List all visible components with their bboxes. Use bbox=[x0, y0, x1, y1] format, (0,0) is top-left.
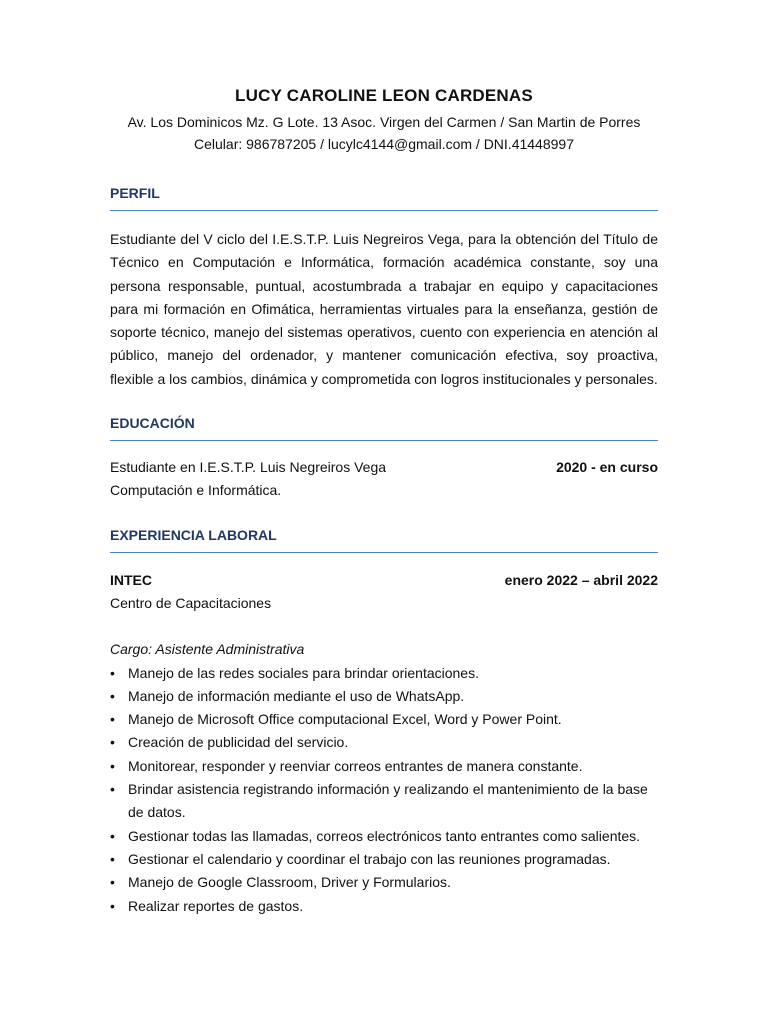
section-title-educacion: EDUCACIÓN bbox=[110, 415, 195, 432]
resume-header bbox=[110, 0, 658, 155]
section-divider bbox=[110, 552, 658, 553]
duty-text: Manejo de información mediante el uso de WhatsApp. bbox=[128, 687, 465, 704]
job-row bbox=[110, 569, 658, 592]
duty-text: Monitorear, responder y reenviar correos entrantes de manera constante. bbox=[128, 757, 583, 774]
list-item bbox=[110, 895, 658, 918]
education-institution: Estudiante en I.E.S.T.P. Luis Negreiros Vega bbox=[110, 459, 387, 476]
list-item bbox=[110, 778, 658, 825]
list-item bbox=[110, 685, 658, 708]
list-item bbox=[110, 871, 658, 894]
list-item bbox=[110, 662, 658, 685]
bullet-icon: • bbox=[110, 687, 115, 704]
list-item bbox=[110, 708, 658, 731]
list-item bbox=[110, 825, 658, 848]
job-company-type: Centro de Capacitaciones bbox=[110, 594, 272, 611]
job-role: Cargo: Asistente Administrativa bbox=[110, 641, 305, 658]
section-divider bbox=[110, 440, 658, 441]
section-experiencia bbox=[110, 526, 658, 918]
perfil-text: Estudiante del V ciclo del I.E.S.T.P. Luis Negreiros Vega, para la obtención del Título de Técnico en Computación e Informática, formación académica constante, soy una persona responsable, puntual, acostumbrada a trabajar en equipo y capacitaciones para mi formación en Ofimática, herramientas virtuales para la enseñanza, gestión de soporte técnico, manejo del sistemas operativos, cuento con experiencia en atención al público, manejo del ordenador, y mantener comunicación efectiva, soy proactiva, flexible a los cambios, dinámica y comprometida con logros institucionales y personales. bbox=[110, 231, 658, 387]
duty-text: Creación de publicidad del servicio. bbox=[128, 734, 349, 751]
duty-text: Brindar asistencia registrando información y realizando el mantenimiento de la base de datos. bbox=[128, 781, 648, 821]
job-duties-list bbox=[110, 662, 658, 918]
education-row bbox=[110, 456, 658, 479]
bullet-icon: • bbox=[110, 897, 115, 914]
bullet-icon: • bbox=[110, 711, 115, 728]
education-period: 2020 - en curso bbox=[556, 459, 658, 476]
list-item bbox=[110, 848, 658, 871]
duty-text: Gestionar todas las llamadas, correos electrónicos tanto entrantes como salientes. bbox=[128, 827, 641, 844]
list-item bbox=[110, 755, 658, 778]
bullet-icon: • bbox=[110, 757, 115, 774]
list-item bbox=[110, 731, 658, 754]
section-title-experiencia: EXPERIENCIA LABORAL bbox=[110, 526, 277, 543]
candidate-address: Av. Los Dominicos Mz. G Lote. 13 Asoc. Virgen del Carmen / San Martin de Porres bbox=[127, 114, 641, 130]
bullet-icon: • bbox=[110, 781, 115, 798]
job-period: enero 2022 – abril 2022 bbox=[504, 571, 658, 588]
job-company: INTEC bbox=[110, 571, 152, 588]
bullet-icon: • bbox=[110, 850, 115, 867]
section-educacion bbox=[110, 414, 658, 503]
section-perfil bbox=[110, 184, 658, 391]
duty-text: Manejo de Microsoft Office computacional Excel, Word y Power Point. bbox=[128, 711, 562, 728]
education-career: Computación e Informática. bbox=[110, 482, 282, 499]
candidate-contact: Celular: 986787205 / lucylc4144@gmail.com / DNI.41448997 bbox=[194, 136, 574, 152]
bullet-icon: • bbox=[110, 874, 115, 891]
bullet-icon: • bbox=[110, 827, 115, 844]
duty-text: Realizar reportes de gastos. bbox=[128, 897, 304, 914]
duty-text: Manejo de las redes sociales para brindar orientaciones. bbox=[128, 664, 479, 681]
duty-text: Gestionar el calendario y coordinar el trabajo con las reuniones programadas. bbox=[128, 850, 611, 867]
section-title-perfil: PERFIL bbox=[110, 185, 160, 201]
duty-text: Manejo de Google Classroom, Driver y Formularios. bbox=[128, 874, 451, 891]
candidate-name: LUCY CAROLINE LEON CARDENAS bbox=[235, 86, 533, 105]
bullet-icon: • bbox=[110, 734, 115, 751]
bullet-icon: • bbox=[110, 664, 115, 681]
section-divider bbox=[110, 210, 658, 211]
